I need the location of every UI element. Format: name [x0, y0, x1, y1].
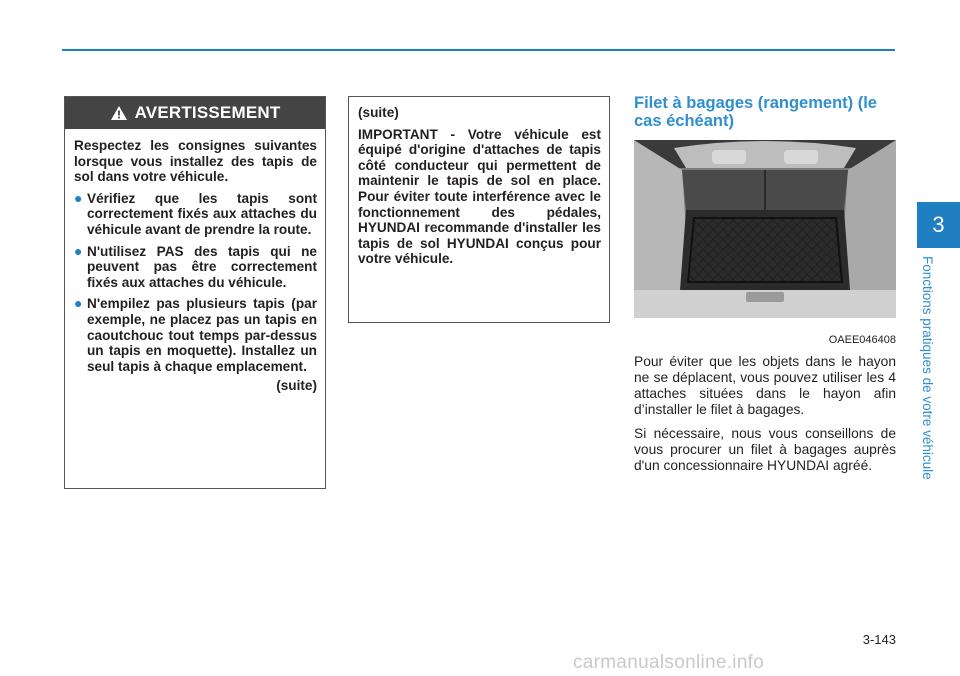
watermark: carmanualsonline.info — [573, 652, 765, 673]
page-number: 3-143 — [862, 632, 896, 647]
body-paragraph: Pour éviter que les objets dans le hayon ne se déplacent, vous pouvez utiliser les 4 attaches situées dans le hayon afin d’installer le filet à bagages. — [634, 354, 896, 417]
warning-intro: Respectez les consignes suivantes lorsque vous installez des tapis de sol dans votre véhicule. — [74, 138, 317, 185]
body-paragraph: Si nécessaire, nous vous conseillons de vous procurer un filet à bagages auprès d'un concessionnaire HYUNDAI agréé. — [634, 426, 896, 473]
continued-box — [348, 96, 610, 323]
warning-box — [64, 96, 326, 489]
warning-body — [65, 129, 325, 394]
warning-item: ● N'utilisez PAS des tapis qui ne peuvent pas être correctement fixés aux attaches du véhicule. — [74, 242, 317, 290]
chapter-tab: 3 — [917, 202, 960, 248]
bullet-icon: ● — [74, 242, 83, 259]
bullet-icon: ● — [74, 189, 83, 206]
warning-heading: AVERTISSEMENT — [134, 103, 281, 122]
section-title: Filet à bagages (rangement) (le cas échéant) — [634, 94, 877, 130]
continued-text: IMPORTANT - Votre véhicule est équipé d'origine d'attaches de tapis côté conducteur qui permettent de maintenir le tapis de sol en place. Pour éviter toute interférence avec le fonctionnement des pédales, HYUNDAI recommande d'installer les tapis de sol HYUNDAI conçus pour votre véhicule. — [358, 126, 601, 267]
warning-header — [65, 97, 325, 129]
warning-item: ● Vérifiez que les tapis sont correctement fixés aux attaches du véhicule avant de prendre la route. — [74, 189, 317, 237]
continued-heading: (suite) — [358, 105, 399, 120]
image-code: OAEE046408 — [828, 334, 896, 346]
bullet-icon: ● — [74, 295, 83, 312]
cargo-net-photo — [634, 140, 896, 318]
header-rule — [62, 49, 895, 51]
section-body — [634, 354, 896, 482]
warning-item: ● N'empilez pas plusieurs tapis (par exemple, ne placez pas un tapis en caoutchouc tout temps par-dessus un tapis en moquette). Installez un seul tapis à chaque emplacement. — [74, 295, 317, 374]
warning-continued: (suite) — [276, 378, 317, 394]
warning-list — [74, 191, 317, 375]
warning-triangle-icon — [110, 105, 128, 121]
cargo-area-illustration — [634, 140, 896, 318]
chapter-label: Fonctions pratiques de votre véhicule — [920, 256, 935, 480]
